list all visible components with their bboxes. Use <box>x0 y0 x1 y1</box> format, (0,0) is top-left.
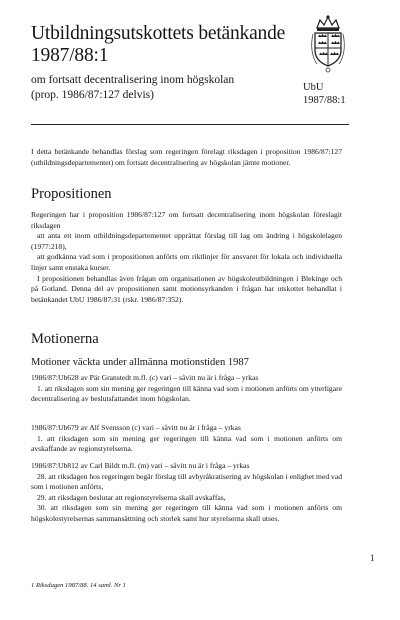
motion-claim: 1. att riksdagen som sin mening ger regeringen till känna vad som i motionen anförts om ytterligare decentralisering av beslutsfattandet inom högskolan. <box>31 383 342 404</box>
document-title <box>31 23 285 67</box>
document-code <box>303 81 346 107</box>
section-heading-propositionen: Propositionen <box>31 186 112 202</box>
page-number: 1 <box>370 553 375 563</box>
section-heading-motionerna: Motionerna <box>31 331 99 347</box>
intro-paragraph: I detta betänkande behandlas förslag som regeringen förelagt riksdagen i proposition 1986/87:127 (utbildningsdepartementet) om fortsatt decentralisering av högskolan jämte motioner. <box>31 147 342 167</box>
subtitle-line-1: om fortsatt decentralisering inom högskolan <box>31 74 235 86</box>
motion-ub628 <box>31 373 342 405</box>
motion-claim: 1. att riksdagen som sin mening ger regeringen till känna vad som i motionen anförts om avskaffande av regionstyrelserna. <box>31 433 342 454</box>
motion-claim: 30. att riksdagen som sin mening ger regeringen till känna vad som i motionen anförts om högskolestyrelsernas sammansättning och storlek samt hur styrelserna skall utses. <box>31 503 342 523</box>
title-line-2: 1987/88:1 <box>31 45 109 66</box>
intro-text <box>31 147 342 168</box>
motion-claim: 29. att riksdagen beslutar att regionstyrelserna skall avskaffas, <box>37 492 226 502</box>
propositionen-text <box>31 210 342 305</box>
motion-title: 1986/87:Ub812 av Carl Bildt m.fl. (m) vari – såvitt nu är i fråga – yrkas <box>31 461 250 470</box>
coat-of-arms-icon <box>303 14 353 76</box>
footer-note: 1 Riksdagen 1987/88. 14 saml. Nr 1 <box>31 582 126 589</box>
paragraph: I propositionen behandlas även frågan om organisationen av högskoleutbildningen i Blekinge och på Gotland. Denna del av propositionen samt motionsyrkanden i frågan har utskottet behandlat i betänkandet UbU 1986/87:31 (rskr. 1986/87:352). <box>31 273 342 304</box>
code-number: 1987/88:1 <box>303 95 346 106</box>
document-subtitle <box>31 73 234 103</box>
motion-claim: 28. att riksdagen hos regeringen begär förslag till avbyråkratisering av högskolan i enlighet med vad som i motionen anförts, <box>31 471 342 492</box>
motion-ub679 <box>31 423 342 455</box>
title-line-1: Utbildningsutskottets betänkande <box>31 23 286 44</box>
paragraph: Regeringen har i proposition 1986/87:127 om fortsatt decentralisering inom högskolan föreslagit riksdagen <box>31 210 342 230</box>
subheading-motioner: Motioner väckta under allmänna motionstiden 1987 <box>31 357 249 368</box>
motion-title: 1986/87:Ub679 av Alf Svensson (c) vari – såvitt nu är i fråga – yrkas <box>31 423 241 432</box>
motion-title: 1986/87:Ub628 av Pär Granstedt m.fl. (c) vari – såvitt nu är i fråga – yrkas <box>31 373 259 382</box>
motion-ub812 <box>31 461 342 525</box>
header-divider <box>31 124 349 125</box>
paragraph: att anta ett inom utbildningsdepartementet upprättat förslag till lag om ändring i högskolelagen (1977:218), <box>31 231 342 251</box>
code-label: UbU <box>303 82 324 93</box>
paragraph: att godkänna vad som i propositionen anförts om riktlinjer för ansvaret för lokala och individuella linjer samt enstaka kurser. <box>31 252 342 272</box>
subtitle-line-2: (prop. 1986/87:127 delvis) <box>31 89 154 101</box>
